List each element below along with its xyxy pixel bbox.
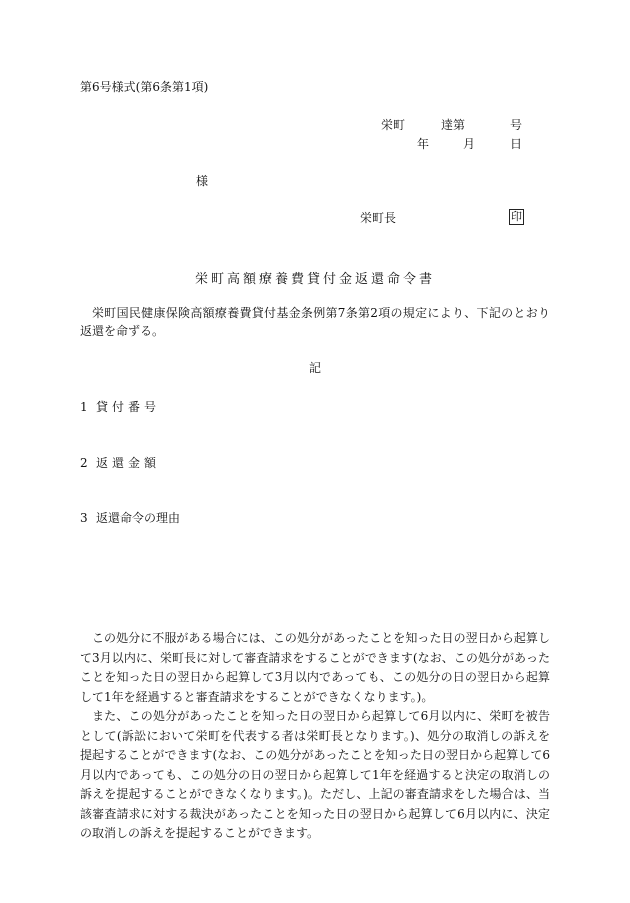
item-repayment-amount	[80, 456, 160, 471]
addressee-honorific: 様	[196, 174, 209, 188]
form-number: 第6号様式(第6条第1項)	[80, 80, 209, 94]
appeal-paragraph-review: この処分に不服がある場合には、この処分があったことを知った日の翌日から起算して3月以内に、栄町長に対して審査請求をすることができます(なお、この処分があったことを知った日の翌日から起算して3月以内であっても、この処分の日の翌日から起算して1年を経過すると審査請求をすることができなくなります。)。	[80, 631, 550, 704]
document-number-city: 栄町	[381, 118, 406, 132]
date-month-label: 月	[463, 137, 476, 151]
item-loan-number	[80, 400, 160, 415]
item-number: 2	[80, 456, 88, 470]
seal-stamp: 印	[511, 210, 522, 223]
item-repayment-reason	[80, 511, 180, 526]
body-paragraph: 栄町国民健康保険高額療養費貸付基金条例第7条第2項の規定により、下記のとおり返還を命ずる。	[80, 306, 550, 338]
document-number-suffix: 号	[510, 118, 523, 132]
ki-heading: 記	[308, 361, 321, 375]
appeal-paragraph-lawsuit: また、この処分があったことを知った日の翌日から起算して6月以内に、栄町を被告として(訴訟において栄町を代表する者は栄町長となります。)、処分の取消しの訴えを提起することができます(なお、この処分があったことを知った日の翌日から起算して6月以内であっても、この処分の日の翌日から起算して1年を経過すると決定の取消しの訴えを提起することができなくなります。)。ただし、上記の審査請求をした場合は、当該審査請求に対する裁決があったことを知った日の翌日から起算して6月以内に、決定の取消しの訴えを提起することができます。	[80, 709, 550, 840]
date-year-label: 年	[417, 137, 430, 151]
document-number-prefix: 達第	[441, 118, 466, 132]
date-day-label: 日	[510, 137, 523, 151]
item-number: 1	[80, 400, 88, 414]
item-label: 返還金額	[96, 456, 161, 470]
document-title: 栄町高額療養費貸付金返還命令書	[194, 272, 435, 287]
item-label: 返還命令の理由	[96, 511, 181, 525]
item-label: 貸付番号	[96, 400, 161, 414]
item-number: 3	[80, 511, 88, 525]
appeal-notice	[80, 629, 550, 844]
issuer-name: 栄町長	[360, 211, 397, 225]
